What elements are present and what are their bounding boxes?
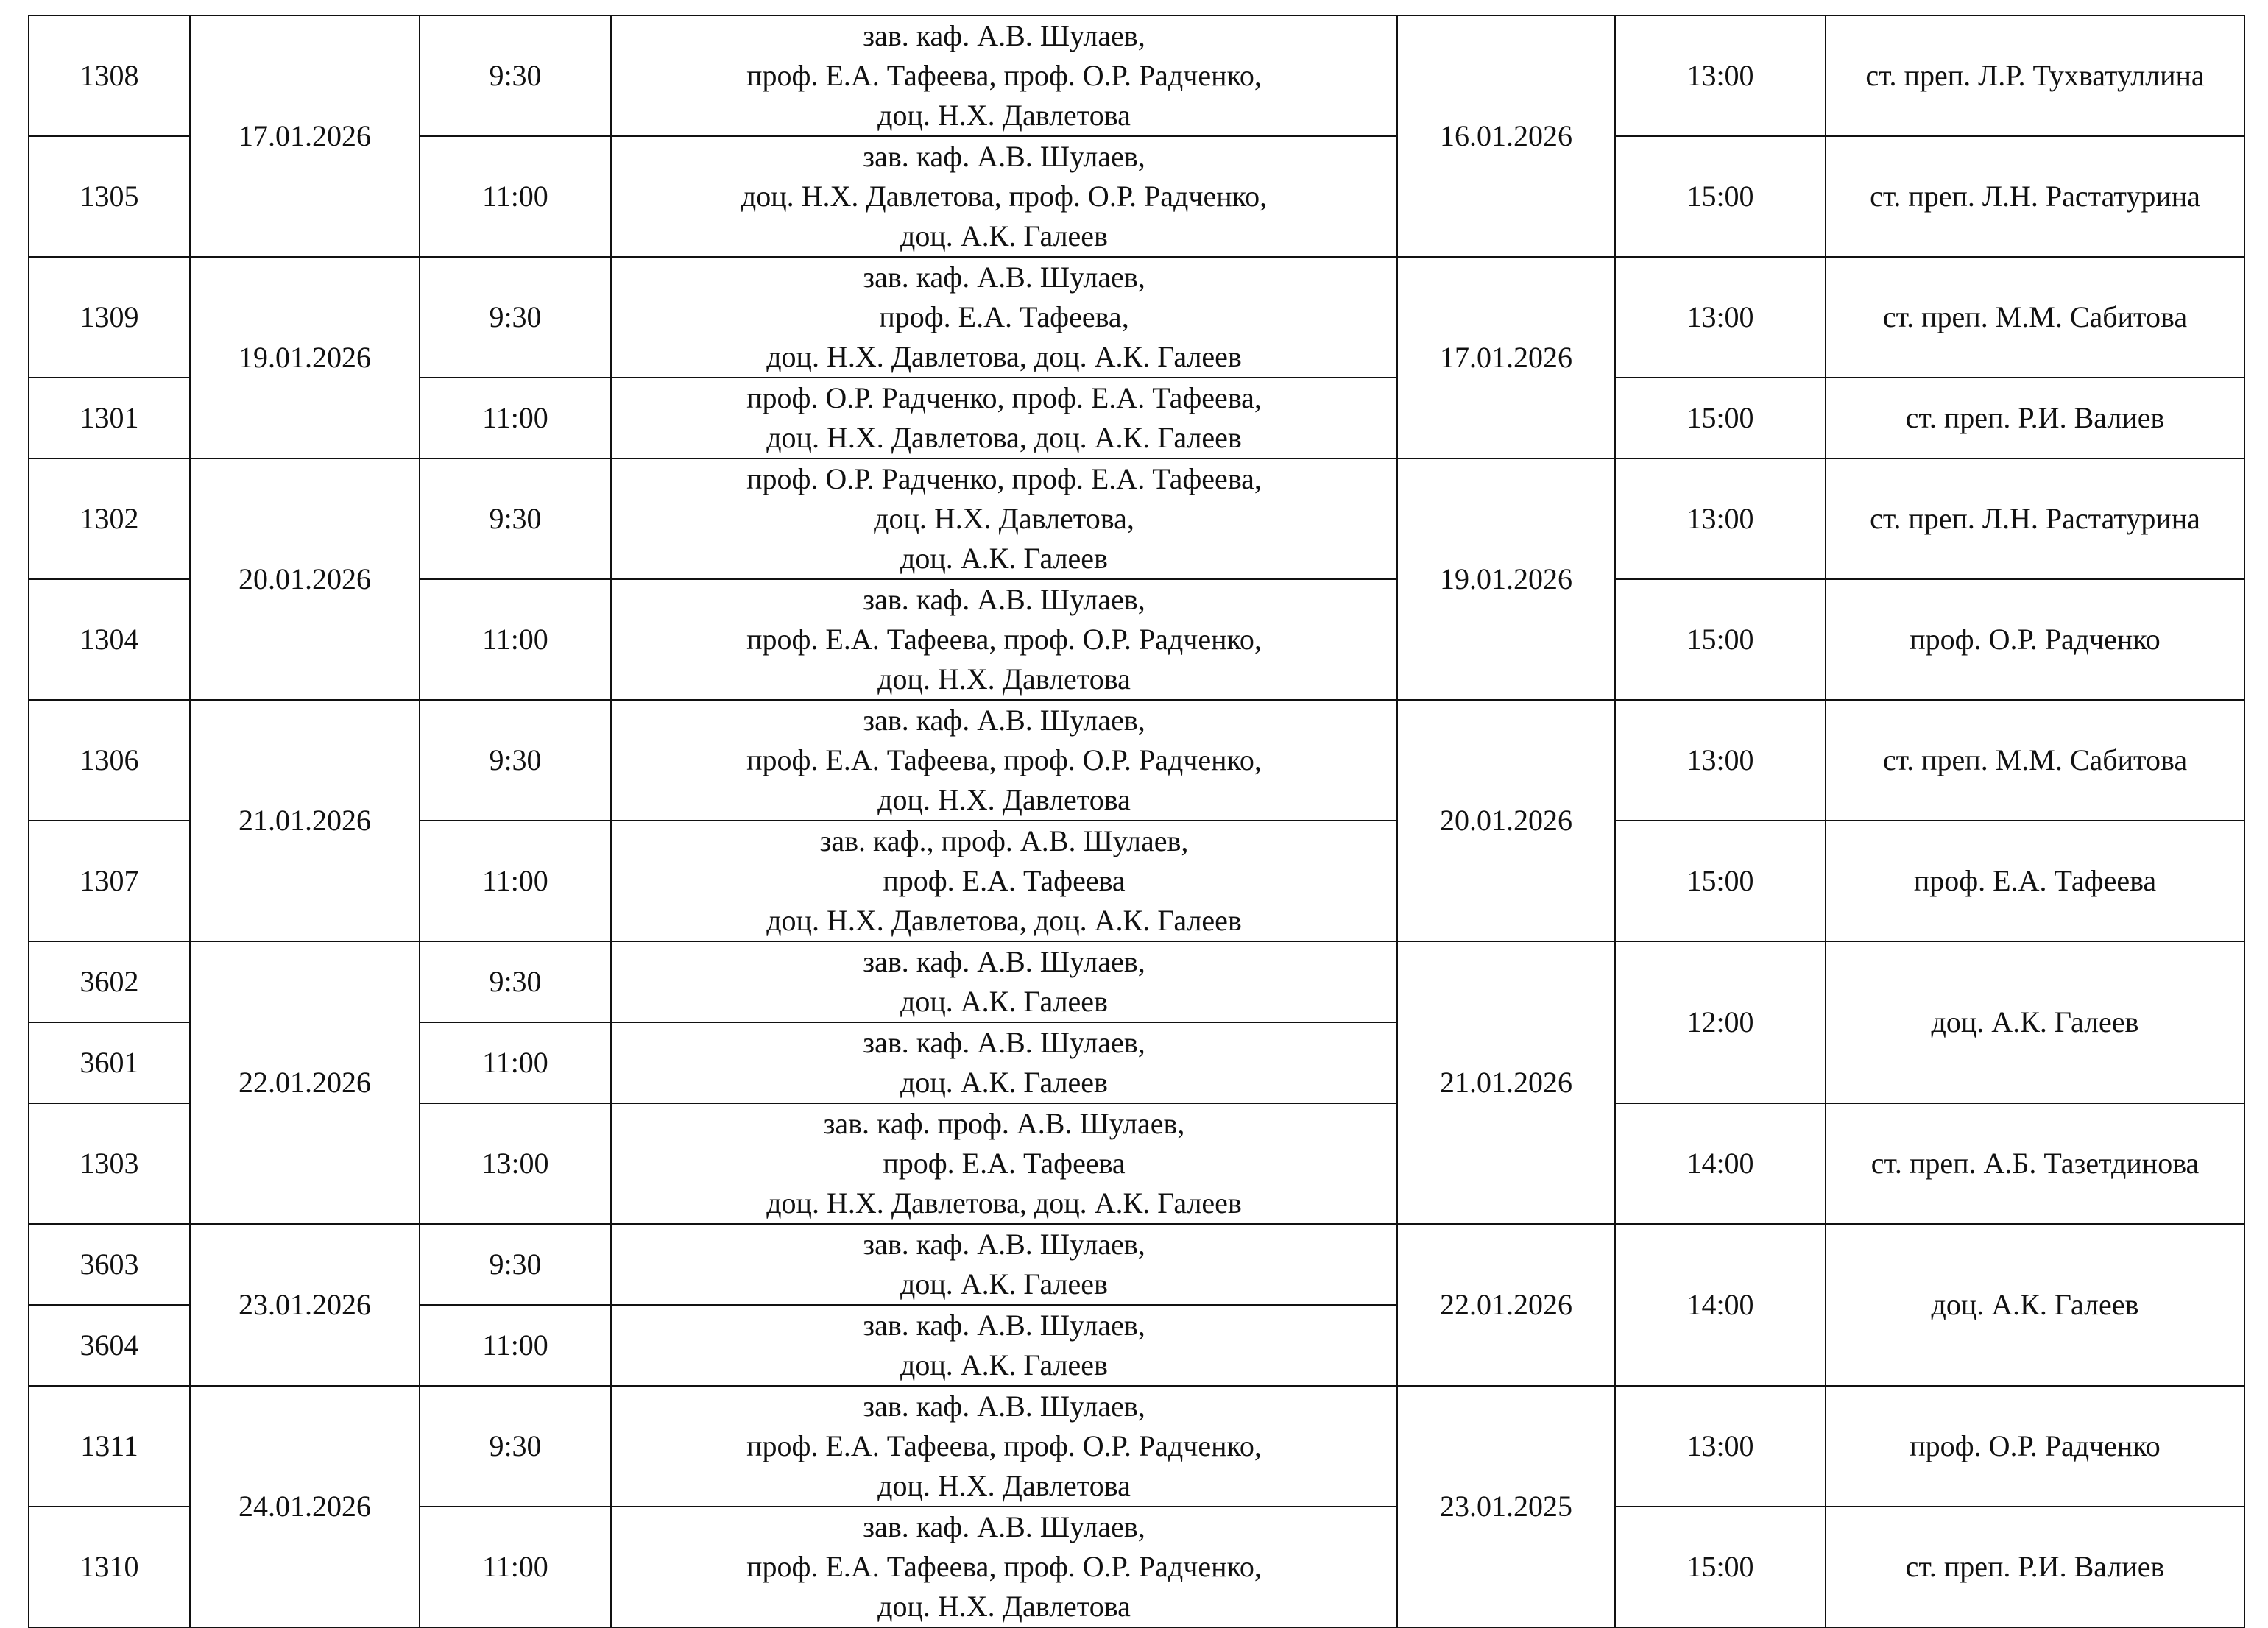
exam-commission [611, 700, 1397, 821]
exam-date: 24.01.2026 [190, 1386, 420, 1627]
commission-line: проф. Е.А. Тафеева, [879, 300, 1129, 333]
commission-line: зав. каф. А.В. Шулаев, [863, 140, 1145, 173]
consultation-date: 17.01.2026 [1397, 257, 1615, 459]
consultant: ст. преп. Л.Р. Тухватуллина [1826, 15, 2244, 136]
commission-line: проф. Е.А. Тафеева, проф. О.Р. Радченко, [746, 743, 1262, 776]
group-number: 3603 [29, 1224, 190, 1305]
exam-commission [611, 821, 1397, 941]
exam-commission [611, 1224, 1397, 1305]
table-row [29, 700, 2244, 821]
commission-line: доц. А.К. Галеев [900, 985, 1108, 1018]
exam-time: 11:00 [420, 1305, 611, 1386]
group-number: 1306 [29, 700, 190, 821]
consultation-date: 21.01.2026 [1397, 941, 1615, 1224]
consultation-time: 15:00 [1615, 1507, 1826, 1627]
group-number: 1309 [29, 257, 190, 378]
exam-commission [611, 459, 1397, 579]
table-row [29, 459, 2244, 579]
group-number: 3602 [29, 941, 190, 1022]
commission-line: зав. каф., проф. А.В. Шулаев, [819, 824, 1189, 857]
table-row [29, 1386, 2244, 1507]
consultant: ст. преп. М.М. Сабитова [1826, 700, 2244, 821]
exam-time: 9:30 [420, 15, 611, 136]
commission-line: зав. каф. А.В. Шулаев, [863, 1026, 1145, 1059]
consultation-time: 14:00 [1615, 1103, 1826, 1224]
exam-time: 11:00 [420, 378, 611, 459]
exam-commission [611, 1305, 1397, 1386]
group-number: 3601 [29, 1022, 190, 1103]
exam-time: 9:30 [420, 700, 611, 821]
exam-commission [611, 378, 1397, 459]
consultation-date: 16.01.2026 [1397, 15, 1615, 257]
consultant: проф. Е.А. Тафеева [1826, 821, 2244, 941]
commission-line: зав. каф. А.В. Шулаев, [863, 1309, 1145, 1342]
exam-commission [611, 1103, 1397, 1224]
commission-line: доц. Н.Х. Давлетова [877, 99, 1131, 132]
commission-line: зав. каф. А.В. Шулаев, [863, 945, 1145, 978]
group-number: 1307 [29, 821, 190, 941]
group-number: 3604 [29, 1305, 190, 1386]
commission-line: доц. А.К. Галеев [900, 542, 1108, 575]
exam-commission [611, 1507, 1397, 1627]
exam-time: 11:00 [420, 136, 611, 257]
exam-time: 11:00 [420, 579, 611, 700]
consultation-time: 13:00 [1615, 15, 1826, 136]
group-number: 1305 [29, 136, 190, 257]
consultant: доц. А.К. Галеев [1826, 1224, 2244, 1386]
commission-line: доц. Н.Х. Давлетова, доц. А.К. Галеев [766, 340, 1242, 373]
commission-line: доц. Н.Х. Давлетова, [874, 502, 1134, 535]
consultant: доц. А.К. Галеев [1826, 941, 2244, 1103]
exam-date: 21.01.2026 [190, 700, 420, 941]
commission-line: зав. каф. проф. А.В. Шулаев, [823, 1107, 1185, 1140]
exam-date: 17.01.2026 [190, 15, 420, 257]
exam-date: 22.01.2026 [190, 941, 420, 1224]
exam-commission [611, 136, 1397, 257]
commission-line: зав. каф. А.В. Шулаев, [863, 19, 1145, 52]
commission-line: проф. Е.А. Тафеева, проф. О.Р. Радченко, [746, 1550, 1262, 1583]
commission-line: проф. О.Р. Радченко, проф. Е.А. Тафеева, [746, 381, 1262, 414]
table-row [29, 1224, 2244, 1305]
exam-date: 23.01.2026 [190, 1224, 420, 1386]
exam-time: 13:00 [420, 1103, 611, 1224]
consultation-date: 23.01.2025 [1397, 1386, 1615, 1627]
consultant: ст. преп. А.Б. Тазетдинова [1826, 1103, 2244, 1224]
exam-time: 11:00 [420, 821, 611, 941]
consultant: ст. преп. Л.Н. Растатурина [1826, 136, 2244, 257]
consultation-time: 12:00 [1615, 941, 1826, 1103]
consultant: ст. преп. Р.И. Валиев [1826, 378, 2244, 459]
commission-line: зав. каф. А.В. Шулаев, [863, 261, 1145, 294]
consultant: проф. О.Р. Радченко [1826, 1386, 2244, 1507]
commission-line: доц. Н.Х. Давлетова, доц. А.К. Галеев [766, 904, 1242, 937]
group-number: 1304 [29, 579, 190, 700]
consultant: проф. О.Р. Радченко [1826, 579, 2244, 700]
commission-line: доц. А.К. Галеев [900, 1066, 1108, 1099]
table-row [29, 257, 2244, 378]
exam-date: 19.01.2026 [190, 257, 420, 459]
exam-time: 9:30 [420, 459, 611, 579]
group-number: 1308 [29, 15, 190, 136]
consultant: ст. преп. Р.И. Валиев [1826, 1507, 2244, 1627]
consultation-time: 15:00 [1615, 821, 1826, 941]
commission-line: доц. А.К. Галеев [900, 1348, 1108, 1381]
commission-line: зав. каф. А.В. Шулаев, [863, 1228, 1145, 1261]
exam-time: 9:30 [420, 257, 611, 378]
consultation-date: 20.01.2026 [1397, 700, 1615, 941]
commission-line: зав. каф. А.В. Шулаев, [863, 1390, 1145, 1423]
commission-line: проф. Е.А. Тафеева [883, 1147, 1126, 1180]
exam-schedule-table [28, 15, 2245, 1628]
commission-line: доц. Н.Х. Давлетова, доц. А.К. Галеев [766, 421, 1242, 454]
table-row [29, 941, 2244, 1022]
commission-line: доц. Н.Х. Давлетова [877, 783, 1131, 816]
commission-line: проф. О.Р. Радченко, проф. Е.А. Тафеева, [746, 462, 1262, 495]
commission-line: зав. каф. А.В. Шулаев, [863, 704, 1145, 737]
consultation-date: 22.01.2026 [1397, 1224, 1615, 1386]
group-number: 1311 [29, 1386, 190, 1507]
consultation-time: 15:00 [1615, 579, 1826, 700]
commission-line: доц. Н.Х. Давлетова, проф. О.Р. Радченко, [741, 180, 1268, 213]
consultation-time: 13:00 [1615, 459, 1826, 579]
group-number: 1301 [29, 378, 190, 459]
exam-time: 11:00 [420, 1507, 611, 1627]
consultation-time: 13:00 [1615, 700, 1826, 821]
commission-line: доц. А.К. Галеев [900, 1267, 1108, 1300]
exam-commission [611, 1022, 1397, 1103]
commission-line: доц. Н.Х. Давлетова [877, 1469, 1131, 1502]
consultation-time: 14:00 [1615, 1224, 1826, 1386]
exam-commission [611, 579, 1397, 700]
commission-line: доц. А.К. Галеев [900, 219, 1108, 252]
group-number: 1303 [29, 1103, 190, 1224]
consultant: ст. преп. М.М. Сабитова [1826, 257, 2244, 378]
exam-date: 20.01.2026 [190, 459, 420, 700]
consultation-time: 13:00 [1615, 1386, 1826, 1507]
commission-line: проф. Е.А. Тафеева, проф. О.Р. Радченко, [746, 623, 1262, 656]
exam-commission [611, 15, 1397, 136]
consultation-date: 19.01.2026 [1397, 459, 1615, 700]
commission-line: доц. Н.Х. Давлетова, доц. А.К. Галеев [766, 1186, 1242, 1220]
consultation-time: 13:00 [1615, 257, 1826, 378]
table-row [29, 15, 2244, 136]
exam-commission [611, 257, 1397, 378]
consultation-time: 15:00 [1615, 136, 1826, 257]
exam-time: 9:30 [420, 941, 611, 1022]
commission-line: проф. Е.А. Тафеева, проф. О.Р. Радченко, [746, 59, 1262, 92]
commission-line: проф. Е.А. Тафеева [883, 864, 1126, 897]
group-number: 1310 [29, 1507, 190, 1627]
exam-commission [611, 941, 1397, 1022]
commission-line: зав. каф. А.В. Шулаев, [863, 583, 1145, 616]
commission-line: зав. каф. А.В. Шулаев, [863, 1510, 1145, 1543]
exam-time: 11:00 [420, 1022, 611, 1103]
commission-line: доц. Н.Х. Давлетова [877, 1590, 1131, 1623]
exam-commission [611, 1386, 1397, 1507]
group-number: 1302 [29, 459, 190, 579]
exam-time: 9:30 [420, 1224, 611, 1305]
consultant: ст. преп. Л.Н. Растатурина [1826, 459, 2244, 579]
exam-time: 9:30 [420, 1386, 611, 1507]
commission-line: проф. Е.А. Тафеева, проф. О.Р. Радченко, [746, 1429, 1262, 1462]
consultation-time: 15:00 [1615, 378, 1826, 459]
commission-line: доц. Н.Х. Давлетова [877, 662, 1131, 696]
